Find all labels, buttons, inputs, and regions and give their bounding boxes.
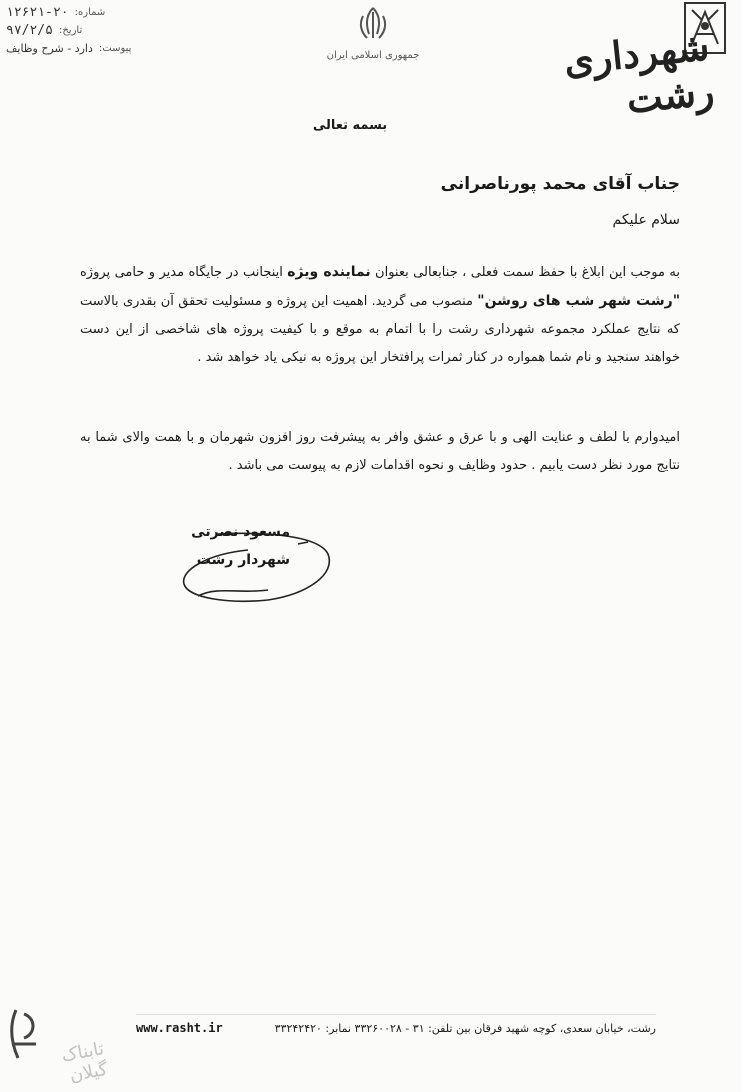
greeting: سلام علیکم — [612, 212, 680, 228]
meta-attach-value: دارد - شرح وظایف — [6, 42, 93, 55]
meta-date-row — [6, 22, 156, 40]
para1-part-c: اینجانب در جایگاه مدیر و حامی پروژه — [80, 265, 288, 280]
footer-address: رشت، خیابان سعدی، کوچه شهید فرقان بین تلفن: ۳۱ - ۳۳۲۶۰۰۲۸ نمابر: ۳۳۲۴۲۴۲۰ — [274, 1021, 656, 1035]
meta-date-label: تاریخ: — [58, 25, 83, 36]
meta-date-value: ۹۷/۲/۵ — [6, 23, 53, 38]
meta-number-row — [6, 4, 156, 22]
signature-block — [178, 524, 338, 614]
meta-number-label: شماره: — [74, 7, 106, 18]
meta-attach-label: پیوست: — [98, 43, 132, 54]
municipality-brand — [502, 0, 732, 122]
emblem-icon — [353, 4, 393, 44]
footer-website: www.rasht.ir — [136, 1021, 223, 1035]
emblem-text: جمهوری اسلامی ایران — [326, 50, 420, 61]
para1-special-rep: نماینده ویژه — [287, 264, 371, 280]
paragraph-appointment — [80, 258, 680, 372]
para1-project-name: "رشت شهر شب های روشن" — [477, 293, 680, 309]
national-emblem — [318, 4, 428, 61]
meta-number-value: ۱۲۶۲۱-۲۰ — [6, 5, 69, 20]
signatory-title: شهردار رشت — [196, 552, 290, 568]
para1-part-a: به موجب این ابلاغ با حفظ سمت فعلی ، جنابعالی بعنوان — [370, 265, 680, 280]
letter-meta — [6, 4, 156, 58]
signatory-name: مسعود نصرتی — [191, 524, 290, 540]
meta-attach-row — [6, 40, 156, 58]
para1-part-e: منصوب می گردید. اهمیت این پروژه و مسئولیت تحقق آن بقدری بالاست که نتایج عملکرد مجموعه شهرداری رشت را با اتمام به موقع و با کیفیت پروژه های شاخصی از این دست خواهند سنجید و نام شما همواره در کنار ثمرات پرافتخار این پروژه به نیکی یاد خواهد شد . — [80, 294, 680, 365]
letter-footer — [136, 1014, 656, 1035]
paragraph-closing: امیدوارم با لطف و عنایت الهی و با عرق و عشق وافر به پیشرفت روز افزون شهرمان و با همت والای شما به نتایج مورد نظر دست یابیم . حدود وظایف و نحوه اقدامات لازم به پیوست می باشد . — [80, 430, 680, 473]
invocation: بسمه تعالی — [312, 118, 388, 133]
brand-name: شهرداری رشت — [561, 23, 717, 122]
watermark-text: تابناک گیلان — [59, 1038, 110, 1087]
recipient: جناب آقای محمد پورناصرانی — [440, 174, 680, 194]
watermark-logo — [6, 1004, 110, 1087]
